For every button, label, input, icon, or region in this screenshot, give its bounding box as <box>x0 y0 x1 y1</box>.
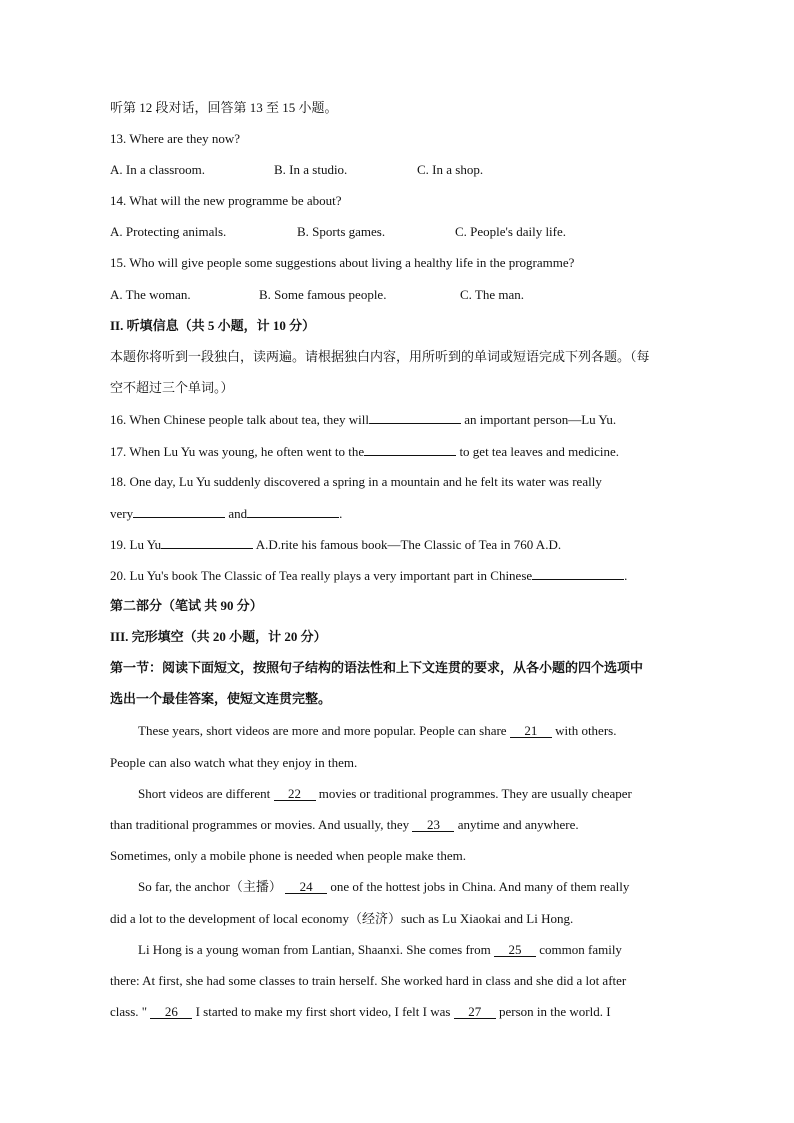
option-14b: B. Sports games. <box>297 224 386 239</box>
q18-text-1: very <box>110 506 134 521</box>
p3-text-1: So far, the anchor（主播） <box>138 879 286 894</box>
blank-22[interactable]: 22 <box>274 787 316 801</box>
question-15: 15. Who will give people some suggestions about living a healthy life in the programme? <box>110 255 575 270</box>
section-2-instructions: 本题你将听到一段独白，读两遍。请根据独白内容，用所听到的单词或短语完成下列各题。（每 <box>110 349 650 364</box>
q18-blank-1[interactable] <box>133 505 225 518</box>
q16-text-1: 16. When Chinese people talk about tea, they will <box>110 412 369 427</box>
q19-text-2: A.D.rite his famous book—The Classic of Tea in 760 A.D. <box>253 537 562 552</box>
passage-line-4 <box>110 817 579 833</box>
option-14c: C. People's daily life. <box>455 224 567 239</box>
q20-blank[interactable] <box>532 567 624 580</box>
blank-24[interactable]: 24 <box>285 880 327 894</box>
q19-text-1: 19. Lu Yu <box>110 537 162 552</box>
dialog-intro: 听第 12 段对话，回答第 13 至 15 小题。 <box>110 100 338 115</box>
q18-text-2: and <box>225 506 248 521</box>
p2-text-1: Short videos are different <box>138 786 274 801</box>
option-13b: B. In a studio. <box>274 162 348 177</box>
option-13c: C. In a shop. <box>417 162 484 177</box>
option-13a: A. In a classroom. <box>110 162 205 177</box>
q20-text-2: . <box>624 568 628 583</box>
p4-text-4: I started to make my first short video, I felt I was <box>192 1004 454 1019</box>
question-14: 14. What will the new programme be about? <box>110 193 342 208</box>
question-20 <box>110 567 627 584</box>
passage-line-9: there: At first, she had some classes to train herself. She worked hard in class and she did a lot after <box>110 973 627 988</box>
option-15b: B. Some famous people. <box>259 287 387 302</box>
question-17 <box>110 443 619 460</box>
question-19 <box>110 536 561 553</box>
question-18-cont <box>110 505 342 522</box>
blank-21[interactable]: 21 <box>510 724 552 738</box>
q17-text-1: 17. When Lu Yu was young, he often went to the <box>110 444 365 459</box>
passage-line-2: People can also watch what they enjoy in them. <box>110 755 358 770</box>
question-18: 18. One day, Lu Yu suddenly discovered a spring in a mountain and he felt its water was really <box>110 474 602 489</box>
section-2-heading: II. 听填信息（共 5 小题，计 10 分） <box>110 318 316 333</box>
blank-27[interactable]: 27 <box>454 1005 496 1019</box>
passage-line-3 <box>138 786 632 802</box>
p4-text-5: person in the world. I <box>495 1004 611 1019</box>
q16-text-2: an important person—Lu Yu. <box>460 412 617 427</box>
p2-text-4: anytime and anywhere. <box>454 817 579 832</box>
p2-text-3: than traditional programmes or movies. And usually, they <box>110 817 413 832</box>
passage-line-1 <box>138 723 616 739</box>
q16-blank[interactable] <box>369 411 461 424</box>
passage-line-8 <box>138 942 622 958</box>
p1-text-2: with others. <box>551 723 617 738</box>
blank-23[interactable]: 23 <box>412 818 454 832</box>
q18-blank-2[interactable] <box>247 505 339 518</box>
q17-text-2: to get tea leaves and medicine. <box>456 444 619 459</box>
option-14a: A. Protecting animals. <box>110 224 227 239</box>
blank-26[interactable]: 26 <box>150 1005 192 1019</box>
passage-line-7: did a lot to the development of local economy（经济）such as Lu Xiaokai and Li Hong. <box>110 911 574 926</box>
option-15a: A. The woman. <box>110 287 191 302</box>
passage-line-10 <box>110 1004 611 1020</box>
question-16 <box>110 411 616 428</box>
p4-text-3: class. " <box>110 1004 151 1019</box>
passage-line-5: Sometimes, only a mobile phone is needed when people make them. <box>110 848 466 863</box>
p2-text-2: movies or traditional programmes. They are usually cheaper <box>315 786 632 801</box>
passage-line-6 <box>138 879 629 895</box>
p4-text-2: common family <box>536 942 622 957</box>
section-3-heading: III. 完形填空（共 20 小题，计 20 分） <box>110 629 327 644</box>
section-3-instructions-cont: 选出一个最佳答案，使短文连贯完整。 <box>110 691 332 706</box>
q20-text-1: 20. Lu Yu's book The Classic of Tea really plays a very important part in Chinese <box>110 568 533 583</box>
p1-text-1: These years, short videos are more and more popular. People can share <box>138 723 510 738</box>
q19-blank[interactable] <box>161 536 253 549</box>
p3-text-2: one of the hottest jobs in China. And many of them really <box>327 879 630 894</box>
part-2-heading: 第二部分（笔试 共 90 分） <box>110 598 263 613</box>
section-3-instructions: 第一节：阅读下面短文，按照句子结构的语法性和上下文连贯的要求，从各小题的四个选项中 <box>110 660 644 675</box>
p4-text-1: Li Hong is a young woman from Lantian, Shaanxi. She comes from <box>138 942 494 957</box>
option-15c: C. The man. <box>460 287 525 302</box>
q17-blank[interactable] <box>364 443 456 456</box>
q18-text-3: . <box>339 506 343 521</box>
blank-25[interactable]: 25 <box>494 943 536 957</box>
question-13: 13. Where are they now? <box>110 131 241 146</box>
section-2-instructions-cont: 空不超过三个单词。） <box>110 380 234 395</box>
